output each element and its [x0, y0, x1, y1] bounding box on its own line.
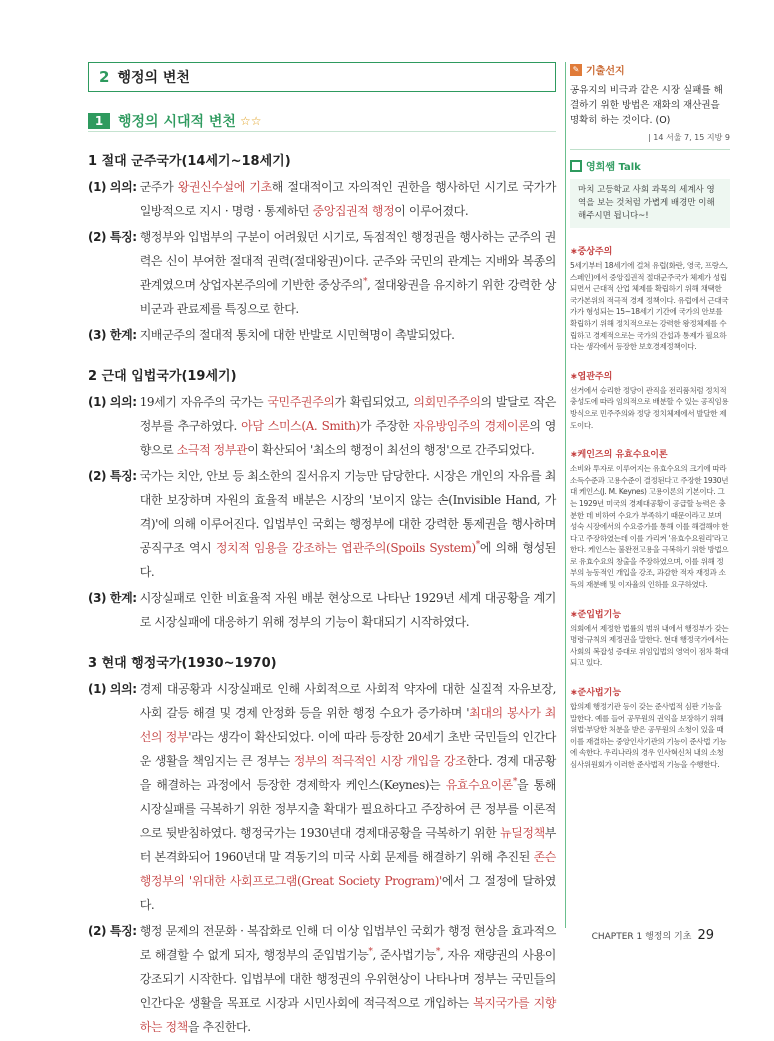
gichul-title: 기출선지: [586, 66, 625, 77]
paragraph-s1-meaning: [88, 175, 556, 223]
note-body: 의회에서 제정한 법률의 범위 내에서 행정부가 갖는 명령·규칙의 제정권을 말한다. 현대 행정국가에서는 사회의 복잡성 증대로 위임입법의 영역이 점차 확대되고 있다.: [570, 623, 729, 668]
gichul-text: 공유지의 비극과 같은 시장 실패를 해결하기 위한 방법은 재화의 재산권을 명확히 하는 것이다. (O): [570, 85, 723, 126]
paragraph-label: (1) 의의:: [88, 395, 137, 409]
talk-header: [570, 158, 730, 173]
note-body: 소비와 투자로 이루어지는 유효수요의 크기에 따라 소득수준과 고용수준이 결정된다고 주장한 1930년대 케인스(J. M. Keynes) 고용이론의 기본이다. 그는 1929년 미국의 경제대공황이 공급할 능력은 충분한 데 비하여 수요가 부족하기 때문이라고 보며 성숙 시장에서의 수요증가를 통해 이를 해결해야 한다고 주장하였는데 이를 가리켜 '유효수요원리'라고 한다. 케인스는 불완전고용을 극복하기 위한 방법으로 유효수요의 창출을 주장하였으며, 이를 위해 정부의 능동적인 개입을 강조, 과감한 적자 재정과 소득의 재분배 및 이자율의 인하를 요구하였다.: [570, 464, 729, 590]
paragraph-label: (1) 의의:: [88, 180, 137, 194]
note-title: ∗중상주의: [570, 247, 613, 257]
page-footer: [592, 928, 714, 943]
heading-administrative-state: 3 현대 행정국가(1930~1970): [88, 656, 277, 671]
paragraph-s3-meaning: [88, 677, 556, 917]
paragraph-label: (3) 한계:: [88, 591, 137, 605]
paragraph-text: 행정 문제의 전문화 · 복잡화로 인해 더 이상 입법부인 국회가 행정 현상을 효과적으로 해결할 수 없게 되자, 행정부의 준입법기능*, 준사법기능*, 자유 재량권의 사용이 강조되기 시작한다. 입법부에 대한 행정권의 우위현상이 나타나며 정부는 국민들의 인간다운 생활을 목표로 시장과 시민사회에 적극적으로 개입하는 복지국가를 지향하는 정책을 추진한다.: [139, 924, 557, 1034]
note-title: ∗엽관주의: [570, 371, 613, 382]
heading-absolute-monarchy: 1 절대 군주국가(14세기~18세기): [88, 154, 291, 169]
paragraph-text: 시장실패로 인한 비효율적 자원 배분 현상으로 나타난 1929년 세계 대공황을 계기로 시장실패에 대응하기 위해 정부의 기능이 확대되기 시작하였다.: [139, 591, 556, 629]
note-spoils-system: [570, 369, 730, 431]
subsection-title: 행정의 시대적 변천: [118, 113, 236, 130]
note-quasi-legislative: [570, 607, 730, 669]
importance-stars: ☆☆: [239, 113, 262, 128]
section-number: 2: [99, 68, 110, 86]
paragraph-text: 군주가 왕권신수설에 기초해 절대적이고 자의적인 권한을 행사하던 시기로 국가가 일방적으로 지시 · 명령 · 통제하던 중앙집권적 행정이 이루어졌다.: [139, 180, 557, 218]
paragraph-s1-limits: [88, 323, 556, 347]
section-header: [88, 62, 556, 92]
note-mercantilism: [570, 244, 730, 353]
paragraph-s2-meaning: [88, 390, 556, 462]
speech-icon: [570, 160, 582, 172]
sidebar: [570, 62, 730, 771]
paragraph-s2-limits: [88, 586, 556, 634]
gichul-source: | 14 서울 7, 15 지방 9: [570, 132, 730, 150]
main-content: [88, 62, 556, 1041]
paragraph-label: (1) 의의:: [88, 682, 137, 696]
sidebar-divider: [565, 62, 566, 928]
subsection-number: 1: [88, 113, 110, 129]
subsection-header: [88, 110, 556, 132]
note-title: ∗준입법기능: [570, 609, 622, 620]
note-body: 합의제 행정기관 등이 갖는 준사법적 심판 기능을 말한다. 예를 들어 공무원의 권익을 보장하기 위해 위법·부당한 처분을 받은 공무원의 소청이 있을 때 이를 재결하는 중앙인사기관의 기능이 준사법 기능에 속한다. 우리나라의 경우 인사혁신처 내의 소청심사위원회가 이러한 준사법적 기능을 수행한다.: [570, 702, 727, 769]
note-body: 선거에서 승리한 정당이 관직을 전리품처럼 정치적 충성도에 따라 임의적으로 배분할 수 있는 공직임용방식으로 민주주의와 정당 정치체제에서 발달한 제도이다.: [570, 385, 729, 430]
note-quasi-judicial: [570, 685, 730, 771]
note-title: ∗케인즈의 유효수요이론: [570, 450, 668, 461]
paragraph-s1-features: [88, 225, 556, 321]
paragraph-text: 행정부와 입법부의 구분이 어려웠던 시기로, 독점적인 행정권을 행사하는 군주의 권력은 신이 부여한 절대적 권력(절대왕권)이다. 군주와 국민의 관계는 지배와 복종의 관계였으며 상업자본주의에 기반한 중상주의*, 절대왕권을 유지하기 위한 강력한 상비군과 관료제를 특징으로 한다.: [139, 230, 557, 316]
gichul-header: [570, 62, 730, 77]
note-title: ∗준사법기능: [570, 688, 622, 699]
paragraph-label: (2) 특징:: [88, 924, 137, 938]
section-title: 행정의 변천: [117, 70, 190, 86]
paragraph-text: 지배군주의 절대적 통치에 대한 반발로 시민혁명이 촉발되었다.: [139, 328, 455, 342]
paragraph-label: (3) 한계:: [88, 328, 137, 342]
note-effective-demand: [570, 447, 730, 591]
paragraph-s3-features: [88, 919, 556, 1039]
paragraph-text: 19세기 자유주의 국가는 국민주권주의가 확립되었고, 의회민주주의의 발달로 작은 정부를 추구하였다. 아담 스미스(A. Smith)가 주장한 자유방임주의 경제이론의 영향으로 소극적 정부관이 확산되어 '최소의 행정이 최선의 행정'으로 간주되었다.: [139, 395, 556, 457]
note-body: 5세기부터 18세기에 걸쳐 유럽(화란, 영국, 프랑스, 스페인)에서 중앙집권적 절대군주국가 체제가 성립되면서 근대적 산업 체제를 확립하기 위해 채택한 국가본위의 적극적 경제 정책이다. 유럽에서 근대국가가 형성되는 15~18세기 기간에 국가의 안보를 확립하기 위해 정치적으로는 강력한 왕정체제를 수립하고 경제적으로는 국가의 간섭과 통제가 필요하다는 생각에서 등장한 보호경제정책이다.: [570, 261, 729, 352]
chapter-label: CHAPTER 1 행정의 기초: [591, 932, 692, 942]
page-number: 29: [697, 928, 714, 943]
paragraph-text: 국가는 치안, 안보 등 최소한의 질서유지 기능만 담당한다. 시장은 개인의 자유를 최대한 보장하며 자원의 효율적 배분은 시장의 '보이지 않는 손(Invisible Hand, 가격)'에 의해 이루어진다. 입법부인 국회는 행정부에 대한 강력한 통제권을 행사하며 공직구조 역시 정치적 임용을 강조하는 엽관주의(Spoils System)*에 의해 형성된다.: [139, 469, 556, 579]
talk-box: 마치 고등학교 사회 과목의 세계사 영역을 보는 것처럼 가볍게 배경만 이해해주시면 됩니다~!: [570, 179, 730, 228]
pencil-icon: ✎: [570, 64, 582, 76]
paragraph-s2-features: [88, 464, 556, 584]
talk-title: 영희쌤 Talk: [586, 162, 641, 173]
paragraph-text: 경제 대공황과 시장실패로 인해 사회적으로 사회적 약자에 대한 실질적 자유보장, 사회 갈등 해결 및 경제 안정화 등을 위한 행정 수요가 증가하며 '최대의 봉사가 최선의 정부'라는 생각이 확산되었다. 이에 따라 등장한 20세기 초반 국민들의 인간다운 생활을 책임지는 큰 정부는 정부의 적극적인 시장 개입을 강조한다. 경제 대공황을 해결하는 과정에서 등장한 경제학자 케인스(Keynes)는 유효수요이론*을 통해 시장실패를 극복하기 위한 정부지출 확대가 필요하다고 주장하여 큰 정부를 이론적으로 뒷받침하였다. 행정국가는 1930년대 경제대공황을 극복하기 위한 뉴딜정책부터 본격화되어 1960년대 말 격동기의 미국 사회 문제를 해결하기 위해 추진된 존슨 행정부의 '위대한 사회프로그램(Great Society Program)'에서 그 절정에 달하였다.: [139, 682, 556, 912]
paragraph-label: (2) 특징:: [88, 230, 137, 244]
paragraph-label: (2) 특징:: [88, 469, 137, 483]
heading-legislative-state: 2 근대 입법국가(19세기): [88, 369, 237, 384]
